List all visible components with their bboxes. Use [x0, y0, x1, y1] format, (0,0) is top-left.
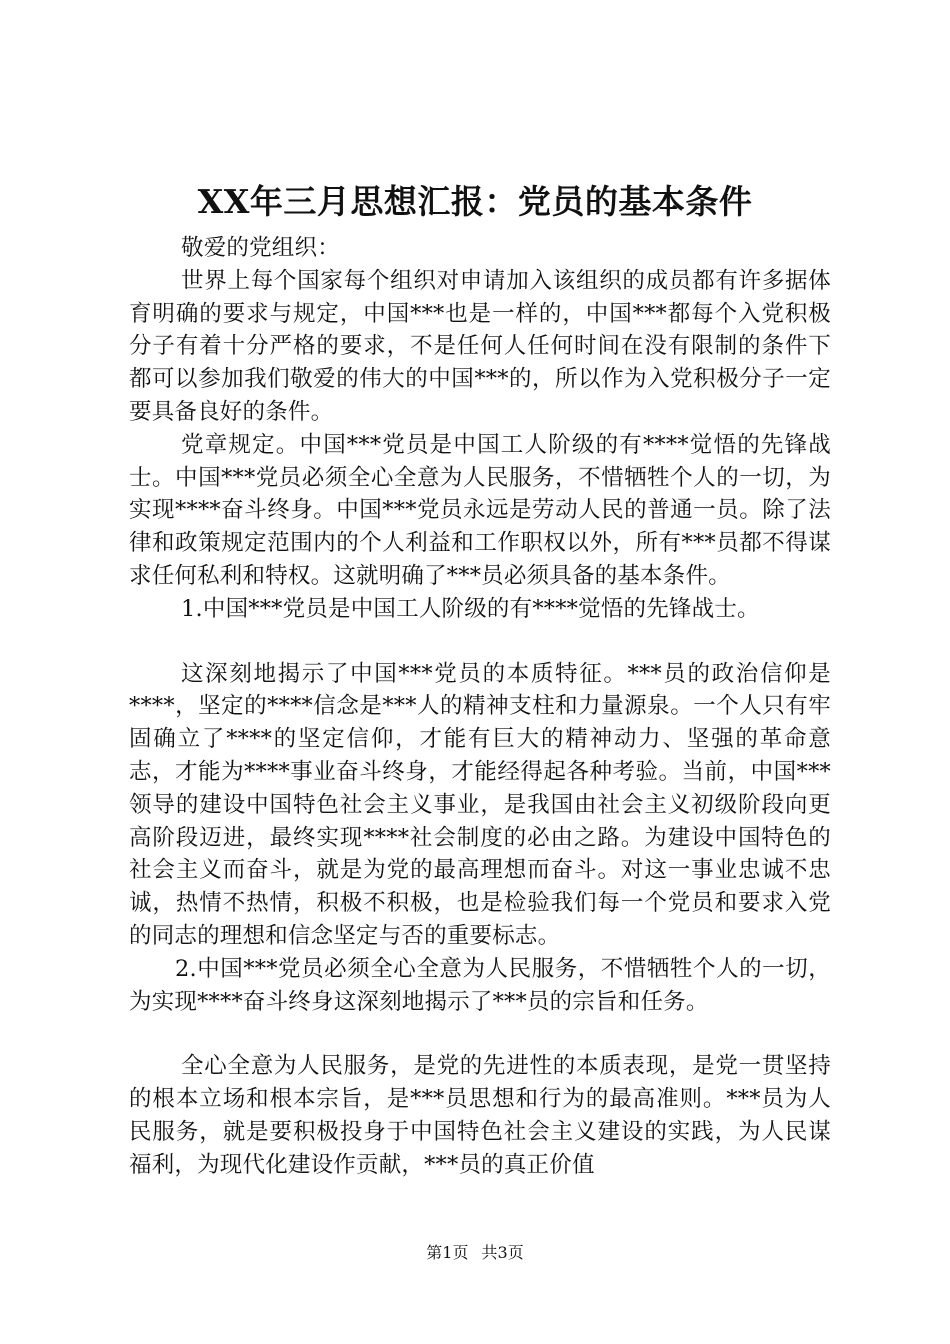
paragraph-intro: 世界上每个国家每个组织对申请加入该组织的成员都有许多据体育明确的要求与规定，中国***也是一样的，中国***都每个入党积极分子有着十分严格的要求，不是任何人任何时间在没有限制的条件下都可以参加我们敬爱的伟大的中国***的，所以作为入党积极分子一定要具备良好的条件。: [129, 267, 831, 425]
list-item-2: 2.中国***党员必须全心全意为人民服务，不惜牺牲个人的一切，为实现****奋斗终身这深刻地揭示了***员的宗旨和任务。: [129, 955, 831, 1015]
paragraph-essence: 这深刻地揭示了中国***党员的本质特征。***员的政治信仰是****，坚定的****信念是***人的精神支柱和力量源泉。一个人只有牢固确立了****的坚定信仰，才能有巨大的精神动力、坚强的革命意志，才能为****事业奋斗终身，才能经得起各种考验。当前，中国***领导的建设中国特色社会主义事业，是我国由社会主义初级阶段向更高阶段迈进，最终实现****社会制度的必由之路。为建设中国特色的社会主义而奋斗，就是为党的最高理想而奋斗。对这一事业忠诚不忠诚，热情不热情，积极不积极，也是检验我们每一个党员和要求入党的同志的理想和信念坚定与否的重要标志。: [129, 660, 831, 949]
page-footer: [0, 1243, 950, 1263]
page-total: 共3页: [481, 1243, 524, 1262]
paragraph-party-constitution: 党章规定。中国***党员是中国工人阶级的有****觉悟的先锋战士。中国***党员必须全心全意为人民服务，不惜牺牲个人的一切，为实现****奋斗终身。中国***党员永远是劳动人民的普通一员。除了法律和政策规定范围内的个人利益和工作职权以外，所有***员都不得谋求任何私利和特权。这就明确了***员必须具备的基本条件。: [129, 431, 831, 589]
document-title: XX年三月思想汇报：党员的基本条件: [197, 182, 753, 221]
document-body: [129, 232, 831, 1182]
salutation: 敬爱的党组织：: [181, 235, 340, 261]
paragraph-serve-people: 全心全意为人民服务，是党的先进性的本质表现，是党一贯坚持的根本立场和根本宗旨，是***员思想和行为的最高准则。***员为人民服务，就是要积极投身于中国特色社会主义建设的实践，为人民谋福利，为现代化建设作贡献，***员的真正价值: [129, 1053, 831, 1178]
list-item-1: 1.中国***党员是中国工人阶级的有****觉悟的先锋战士。: [181, 595, 760, 622]
page-number: 第1页: [426, 1243, 469, 1262]
